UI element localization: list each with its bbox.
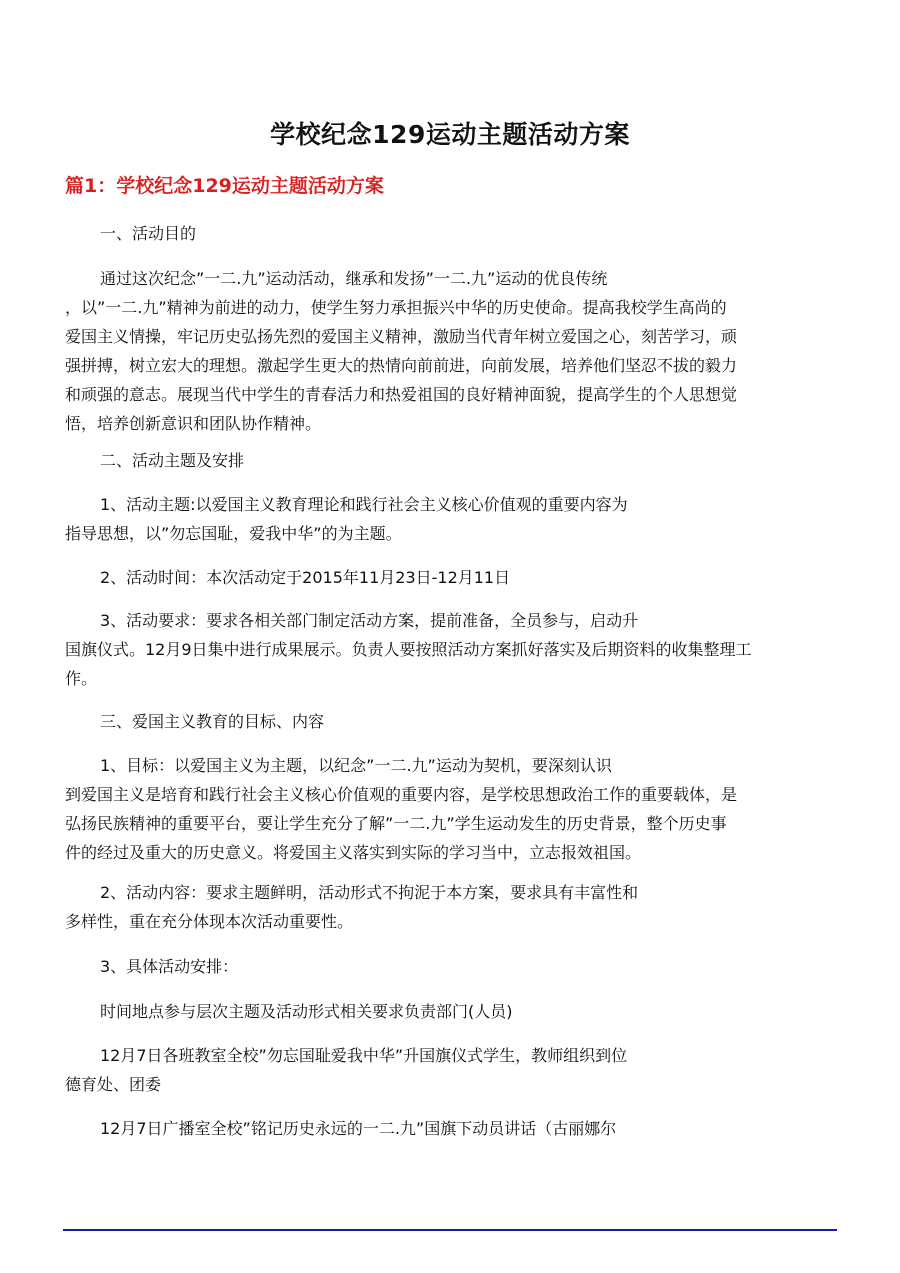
text-line: 通过这次纪念”一二.九”运动活动，继承和发扬”一二.九”运动的优良传统 bbox=[100, 269, 608, 288]
text-line: 多样性，重在充分体现本次活动重要性。 bbox=[65, 912, 354, 931]
text-line: ，以”一二.九”精神为前进的动力，使学生努力承担振兴中华的历史使命。提高我校学生高尚的 bbox=[65, 298, 727, 317]
text-line: 国旗仪式。12月9日集中进行成果展示。负责人要按照活动方案抓好落实及后期资料的收集整理工 bbox=[65, 640, 752, 659]
paragraph-goals bbox=[65, 751, 840, 867]
heading-patriotic-education: 三、爱国主义教育的目标、内容 bbox=[100, 712, 325, 731]
text-line: 和顽强的意志。展现当代中学生的青春活力和热爱祖国的良好精神面貌，提高学生的个人思想觉 bbox=[65, 385, 738, 404]
text-line: 作。 bbox=[65, 669, 98, 688]
paragraph-time: 2、活动时间：本次活动定于2015年11月23日-12月11日 bbox=[100, 568, 511, 587]
paragraph-content bbox=[65, 878, 840, 936]
footer-divider bbox=[63, 1229, 837, 1231]
text-line: 爱国主义情操，牢记历史弘扬先烈的爱国主义精神，激励当代青年树立爱国之心，刻苦学习，顽 bbox=[65, 327, 738, 346]
paragraph-schedule-columns: 时间地点参与层次主题及活动形式相关要求负责部门(人员) bbox=[100, 1002, 513, 1021]
paragraph-requirements bbox=[65, 606, 840, 693]
heading-activity-purpose: 一、活动目的 bbox=[100, 224, 197, 243]
text-line: 德育处、团委 bbox=[65, 1075, 162, 1094]
text-line: 指导思想，以”勿忘国耻，爱我中华”的为主题。 bbox=[65, 524, 402, 543]
text-line: 悟，培养创新意识和团队协作精神。 bbox=[65, 414, 322, 433]
text-line: 1、活动主题:以爱国主义教育理论和践行社会主义核心价值观的重要内容为 bbox=[100, 495, 628, 514]
text-line: 3、活动要求：要求各相关部门制定活动方案，提前准备，全员参与，启动升 bbox=[100, 611, 639, 630]
heading-theme-arrangement: 二、活动主题及安排 bbox=[100, 451, 245, 470]
paragraph-purpose bbox=[65, 264, 840, 438]
paragraph-schedule-item-2: 12月7日广播室全校”铭记历史永远的一二.九”国旗下动员讲话（古丽娜尔 bbox=[100, 1119, 617, 1138]
paragraph-schedule-heading: 3、具体活动安排： bbox=[100, 957, 239, 976]
text-line: 强拼搏，树立宏大的理想。激起学生更大的热情向前前进，向前发展，培养他们坚忍不拔的毅力 bbox=[65, 356, 738, 375]
paragraph-schedule-item-1 bbox=[65, 1041, 840, 1099]
text-line: 到爱国主义是培育和践行社会主义核心价值观的重要内容，是学校思想政治工作的重要载体，是 bbox=[65, 785, 738, 804]
text-line: 弘扬民族精神的重要平台，要让学生充分了解”一二.九”学生运动发生的历史背景，整个历史事 bbox=[65, 814, 727, 833]
document-title: 学校纪念129运动主题活动方案 bbox=[270, 120, 630, 149]
section-title: 篇1：学校纪念129运动主题活动方案 bbox=[65, 175, 384, 197]
paragraph-theme bbox=[65, 490, 840, 548]
text-line: 1、目标：以爱国主义为主题，以纪念”一二.九”运动为契机，要深刻认识 bbox=[100, 756, 612, 775]
text-line: 件的经过及重大的历史意义。将爱国主义落实到实际的学习当中，立志报效祖国。 bbox=[65, 843, 642, 862]
text-line: 2、活动内容：要求主题鲜明，活动形式不拘泥于本方案，要求具有丰富性和 bbox=[100, 883, 639, 902]
text-line: 12月7日各班教室全校”勿忘国耻爱我中华”升国旗仪式学生，教师组织到位 bbox=[100, 1046, 628, 1065]
